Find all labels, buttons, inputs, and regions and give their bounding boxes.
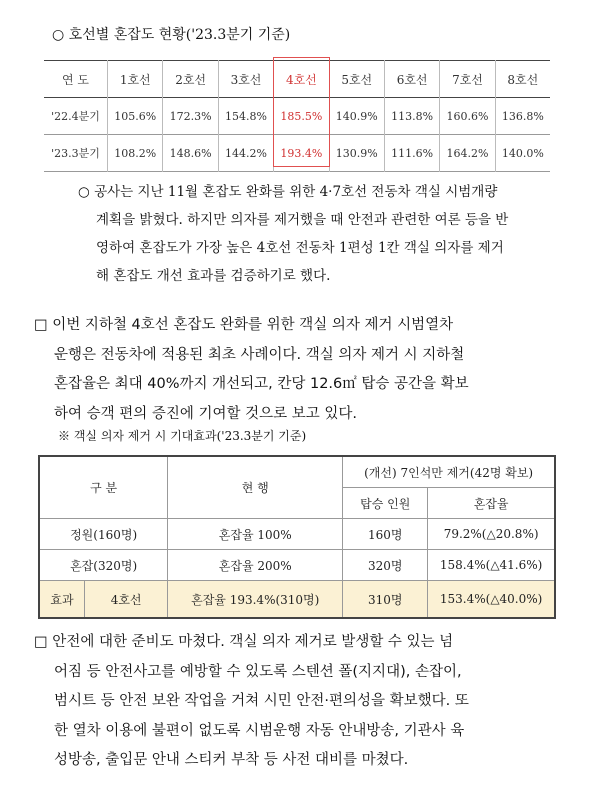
header-line-1: 1호선	[108, 61, 163, 98]
row-label: '23.3분기	[44, 135, 108, 172]
table-cell: 140.0%	[501, 146, 544, 160]
effect-congestion: 153.4%(△40.0%)	[428, 581, 555, 619]
expected-effect-table	[38, 455, 556, 619]
table-cell: 164.2%	[440, 135, 495, 172]
paragraph-line: ○ 공사는 지난 11월 혼잡도 완화를 위한 4·7호선 전동차 객실 시범개량	[78, 184, 498, 200]
table-row	[39, 519, 555, 550]
table-cell: 130.9%	[329, 135, 384, 172]
paragraph-line: 성방송, 출입문 안내 스티커 부착 등 사전 대비를 마쳤다.	[54, 752, 409, 768]
paragraph-line: 하여 승객 편의 증진에 기여할 것으로 보고 있다.	[54, 405, 358, 422]
paragraph-line: 운행은 전동차에 적용된 최초 사례이다. 객실 의자 제거 시 지하철	[54, 346, 465, 363]
table-cell: 108.2%	[108, 135, 163, 172]
expected-effect-note: ※ 객실 의자 제거 시 기대효과('23.3분기 기준)	[58, 429, 307, 443]
row-congestion: 158.4%(△41.6%)	[428, 550, 555, 581]
header-boarding: 탑승 인원	[343, 488, 428, 519]
line-4-highlight-box	[273, 57, 330, 167]
paragraph-line: 범시트 등 안전 보완 작업을 거쳐 시민 안전·편의성을 확보했다. 또	[54, 693, 469, 709]
paragraph-line: 계획을 밝혔다. 하지만 의자를 제거했을 때 안전과 관련한 여론 등을 반	[96, 212, 509, 228]
table-cell: 105.6%	[108, 98, 163, 135]
effect-label: 효과	[39, 581, 85, 619]
header-improved: (개선) 7인석만 제거(42명 확보)	[343, 456, 555, 488]
paragraph-line: 영하여 혼잡도가 가장 높은 4호선 전동차 1편성 1칸 객실 의자를 제거	[96, 240, 504, 256]
table-cell: 154.8%	[218, 98, 273, 135]
paragraph-pilot-plan	[78, 178, 558, 290]
header-line-5: 5호선	[329, 61, 384, 98]
header-line-7: 7호선	[440, 61, 495, 98]
row-current: 혼잡율 200%	[168, 550, 343, 581]
paragraph-line: □ 이번 지하철 4호선 혼잡도 완화를 위한 객실 의자 제거 시범열차	[34, 317, 454, 333]
effect-row	[39, 581, 555, 619]
table-cell: 111.6%	[384, 135, 439, 172]
table-cell: 140.9%	[329, 98, 384, 135]
table-cell: 113.8%	[384, 98, 439, 135]
table-cell: 144.2%	[218, 135, 273, 172]
paragraph-line: 해 혼잡도 개선 효과를 검증하기로 했다.	[96, 268, 331, 284]
paragraph-first-case	[34, 311, 554, 429]
table-cell: 172.3%	[163, 98, 218, 135]
header-line-6: 6호선	[384, 61, 439, 98]
paragraph-safety-preparation	[34, 628, 554, 776]
effect-current: 혼잡율 193.4%(310명)	[168, 581, 343, 619]
header-current: 현 행	[168, 456, 343, 519]
section-title-congestion-status: ○ 호선별 혼잡도 현황('23.3분기 기준)	[52, 27, 291, 43]
row-current: 혼잡율 100%	[168, 519, 343, 550]
row-label: '22.4분기	[44, 98, 108, 135]
row-category: 정원(160명)	[39, 519, 168, 550]
row-boarding: 160명	[343, 519, 428, 550]
table-cell: 160.6%	[440, 98, 495, 135]
table-cell-highlight: 185.5%	[274, 98, 329, 135]
paragraph-line: □ 안전에 대한 준비도 마쳤다. 객실 의자 제거로 발생할 수 있는 넘	[34, 634, 454, 650]
header-congestion: 혼잡율	[428, 488, 555, 519]
row-congestion: 79.2%(△20.8%)	[428, 519, 555, 550]
header-line-4: 4호선	[274, 61, 329, 98]
header-category: 구 분	[39, 456, 168, 519]
header-line-2: 2호선	[163, 61, 218, 98]
paragraph-line: 어짐 등 안전사고를 예방할 수 있도록 스텐션 폴(지지대), 손잡이,	[54, 663, 462, 680]
effect-boarding: 310명	[343, 581, 428, 619]
table-cell: 148.6%	[163, 135, 218, 172]
header-line-3: 3호선	[218, 61, 273, 98]
header-year: 연 도	[44, 61, 108, 98]
table-cell-highlight: 193.4%	[274, 135, 329, 172]
row-boarding: 320명	[343, 550, 428, 581]
paragraph-line: 혼잡율은 최대 40%까지 개선되고, 칸당 12.6㎡ 탑승 공간을 확보	[54, 376, 469, 392]
row-category: 혼잡(320명)	[39, 550, 168, 581]
table-header-row	[39, 456, 555, 488]
paragraph-line: 한 열차 이용에 불편이 없도록 시범운행 자동 안내방송, 기관사 육	[54, 722, 465, 739]
table-row	[39, 550, 555, 581]
table-cell: 136.8%	[501, 109, 544, 123]
effect-line: 4호선	[85, 581, 168, 619]
header-line-8: 8호선	[507, 72, 539, 87]
